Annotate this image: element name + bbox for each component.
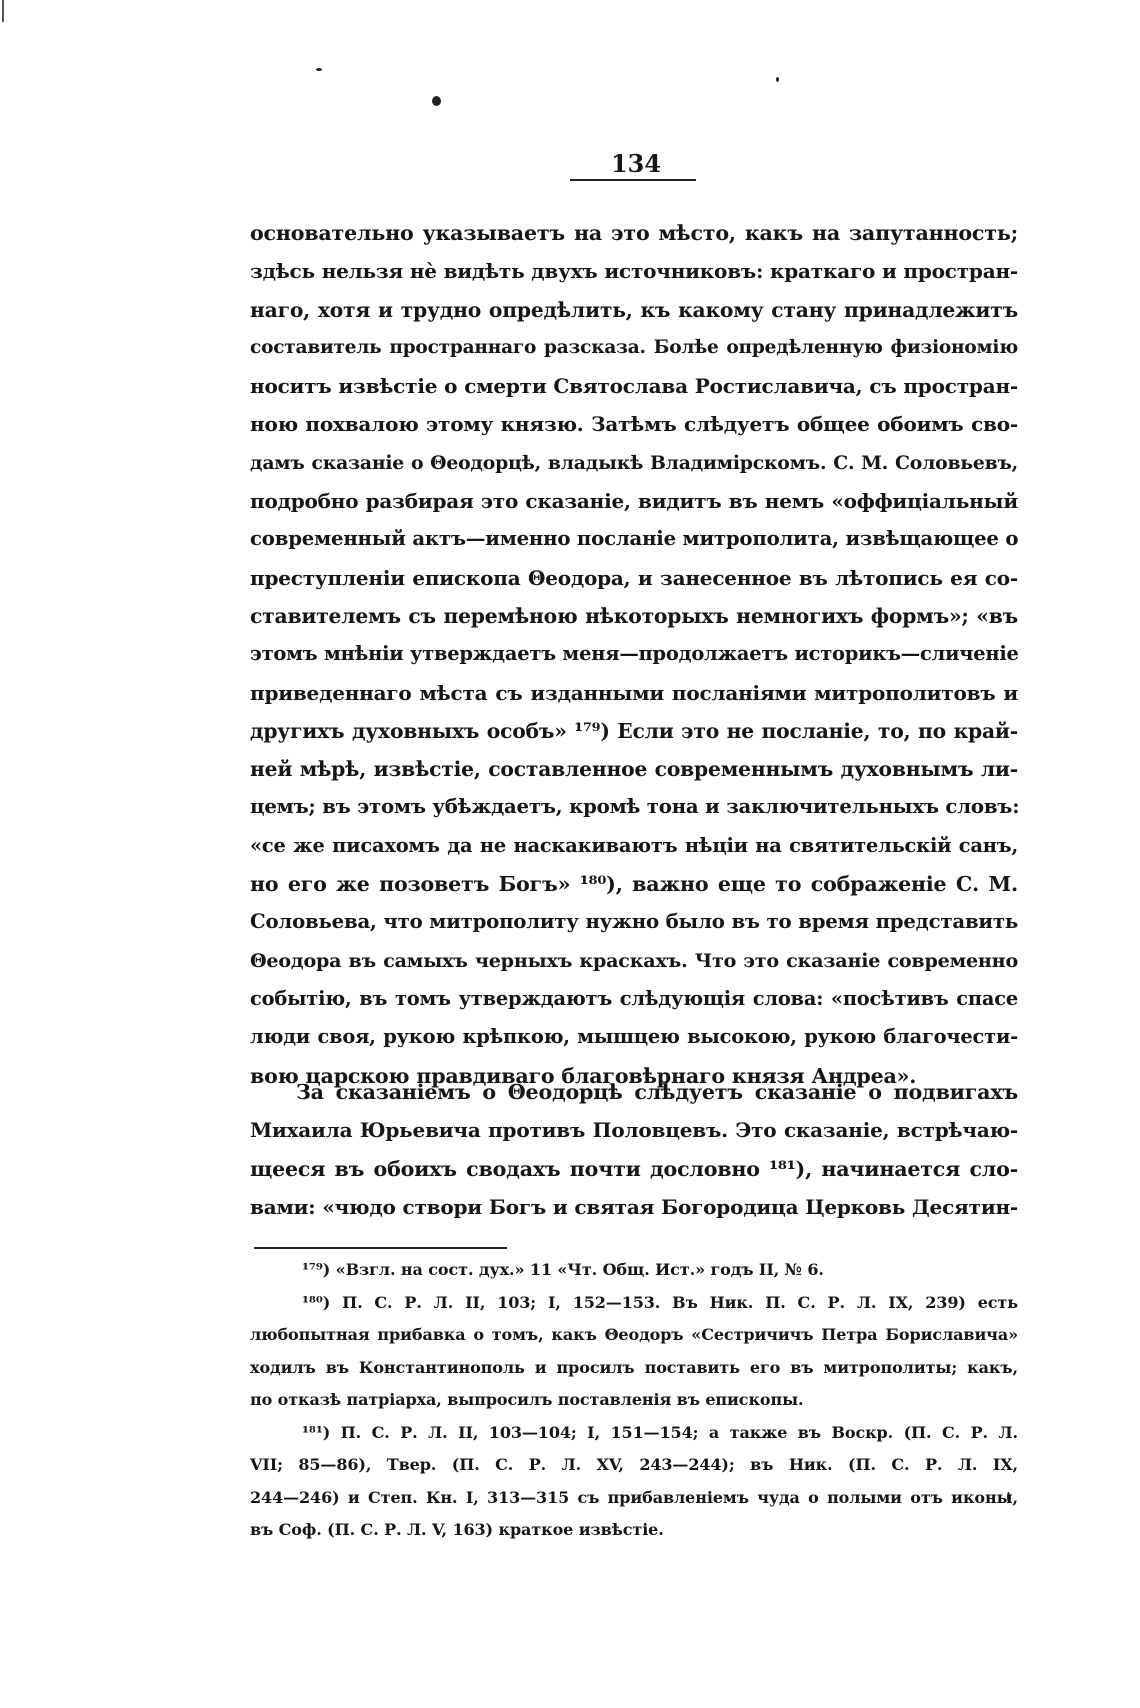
text-line: носитъ извѣстіе о смерти Святослава Ростиславича, съ простран- [250,374,1018,399]
text-line: ною похвалою этому князю. Затѣмъ слѣдуетъ общее обоимъ сво- [250,412,1018,437]
page-number-rule [570,179,696,181]
text-line: Михаила Юрьевича противъ Половцевъ. Это сказаніе, встрѣчаю- [250,1118,1018,1143]
ink-speck [316,68,322,71]
text-line: преступленіи епископа Θеодора, и занесенное въ лѣтопись ея со- [250,565,1018,590]
text-line: вою царскою правдиваго благовѣрнаго князя Андреа». [250,1063,917,1088]
text-line: современный актъ—именно посланіе митрополита, извѣщающее о [250,527,1019,551]
text-line: событію, въ томъ утверждаютъ слѣдующія слова: «посѣтивъ спасе [250,986,1018,1010]
text-line: Θеодора въ самыхъ черныхъ краскахъ. Что это сказаніе современно [250,948,1018,972]
footnote-line: ¹⁷⁹) «Взгл. на сост. дух.» 11 «Чт. Общ. Ист.» годъ II, № 6. [302,1260,824,1279]
text-line: вами: «чюдо створи Богъ и святая Богородица Церковь Десятин- [250,1194,1018,1219]
text-line: За сказаніемъ о Θеодорцѣ слѣдуетъ сказаніе о подвигахъ [296,1080,1018,1104]
text-line: здѣсь нельзя нѐ видѣть двухъ источниковъ: краткаго и простран- [250,259,1018,284]
page-number: 134 [610,149,662,178]
text-line: люди своя, рукою крѣпкою, мышцею высокою, рукою благочести- [250,1025,1018,1049]
paragraph-1 [250,214,1018,1095]
footnote-line: ¹⁸¹) П. С. Р. Л. II, 103—104; I, 151—154; а также въ Воскр. (П. С. Р. Л. [302,1422,1018,1442]
text-line: «се же писахомъ да не наскакиваютъ нѣціи на святительскій санъ, [250,833,1018,857]
footnote-line: ¹⁸⁰) П. С. Р. Л. II, 103; I, 152—153. Въ Ник. П. С. Р. Л. IX, 239) есть [302,1292,1018,1312]
text-line: ставителемъ съ перемѣною нѣкоторыхъ немногихъ формъ»; «въ [250,603,1018,628]
text-line: приведеннаго мѣста съ изданными посланіями митрополитовъ и [250,680,1018,705]
footnote-separator [254,1247,507,1249]
footnotes [250,1254,1018,1547]
text-line: щееся въ обоихъ сводахъ почти дословно ¹⁸¹), начинается сло- [250,1156,1018,1181]
text-line: основательно указываетъ на это мѣсто, какъ на запутанность; [250,221,1018,245]
footnote-line: любопытная прибавка о томъ, какъ Θеодоръ «Сестричичъ Петра Бориславича» [250,1325,1018,1344]
text-line: подробно разбирая это сказаніе, видитъ въ немъ «оффиціальный [250,489,1018,514]
footnote-line: по отказѣ патріарха, выпросилъ поставленія въ епископы. [250,1390,804,1409]
text-line: цемъ; въ этомъ убѣждаетъ, кромѣ тона и заключительныхъ словъ: [250,795,1020,819]
footnote-line: въ Соф. (П. С. Р. Л. V, 163) краткое извѣстіе. [250,1520,664,1539]
footnote-line: 244—246) и Степ. Кн. I, 313—315 съ прибавленіемъ чуда о полыми отъ иконы, [250,1487,1018,1507]
text-line: наго, хотя и трудно опредѣлить, къ какому стану принадлежитъ [250,297,1018,322]
text-line: Соловьева, что митрополиту нужно было въ то время представить [250,910,1018,934]
text-line: составитель пространнаго разсказа. Болѣе опредѣленную физіономію [250,336,1018,358]
paragraph-2 [250,1073,1018,1226]
text-line: ней мѣрѣ, извѣстіе, составленное современнымъ духовнымъ ли- [250,757,1018,782]
footnote-line: VII; 85—86), Твер. (П. С. Р. Л. XV, 243—244); въ Ник. (П. С. Р. Л. IX, [250,1455,1018,1474]
text-line: дамъ сказаніе о Θеодорцѣ, владыкѣ Владимірскомъ. С. М. Соловьевъ, [250,451,1018,474]
ink-dot [432,96,441,106]
footnote-line: ходилъ въ Константинополь и просилъ поставить его въ митрополиты; какъ, [250,1357,1018,1377]
text-line: но его же позоветъ Богъ» ¹⁸⁰), важно еще то сображеніе С. М. [250,872,1018,897]
ink-speck [776,77,779,82]
scan-edge-mark [2,0,4,22]
text-line: другихъ духовныхъ особъ» ¹⁷⁹) Если это не посланіе, то, по край- [250,718,1018,743]
text-line: этомъ мнѣніи утверждаетъ меня—продолжаетъ историкъ—сличеніе [250,642,1019,666]
